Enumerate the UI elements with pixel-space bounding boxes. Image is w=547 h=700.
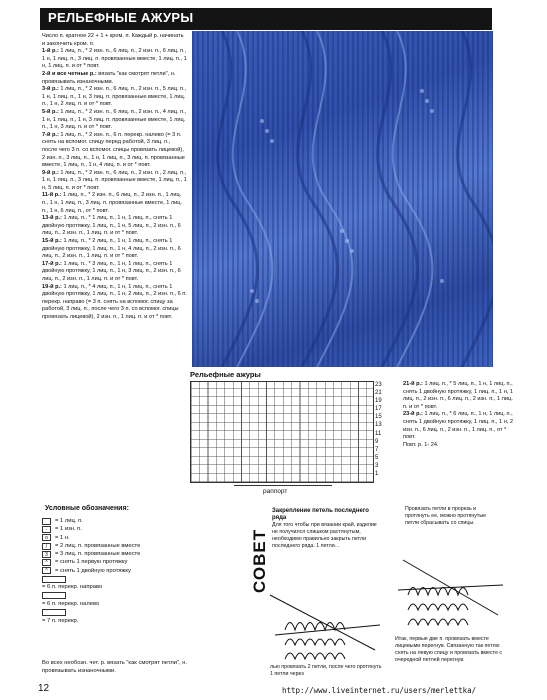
instruction-row: 23-й р.: 1 лиц. п., * 6 лиц. п., 1 н, 1 лиц. п., снять 1 двойную протяжку, 1 лиц. п., 1 н, 2 изн. п., 6 лиц. п., 2 изн. п., 1 лиц. п., от * повт. <box>403 411 513 441</box>
row-number: 9 <box>375 438 379 445</box>
stitch-symbol-icon: - <box>42 526 51 533</box>
rapport-label: раппорт <box>263 488 288 495</box>
stitch-symbol-icon: ^ <box>42 567 51 574</box>
instructions-intro: Число п. кратное 22 + 1 + кром. п. Каждый р. начинать и закончить кром. п. <box>42 33 184 47</box>
instruction-row: 2-й и все четные р.: вязать "как смотрят петли", н. провязывать изнаночными. <box>42 70 176 85</box>
knitting-needles-illustration <box>393 545 508 633</box>
instruction-row: Повт. р. 1- 24. <box>403 441 439 448</box>
instruction-row: 13-й р.: 1 лиц. п., * 1 лиц. п., 1 н, 1 лиц. п., снять 1 двойную протяжку, 1 лиц. п., 1 н, 5 лиц. п., 2 изн. п., 6 лиц. п., 2 изн. п., 1 лиц. п. и от * повт. <box>42 215 181 237</box>
row-number: 21 <box>375 390 382 397</box>
row-number: 23 <box>375 382 382 388</box>
row-number: 11 <box>375 430 382 437</box>
instruction-row: 17-й р.: 1 лиц. п., * 3 лиц. п., 1 н, 1 лиц. п., снять 1 двойную протяжку, 1 лиц. п., 1 н, 3 лиц. п., 2 изн. п., 6 лиц. п., 2 изн. п., 1 лиц. п. и от * повт. <box>42 260 181 282</box>
legend <box>42 517 212 625</box>
legend-item: = 7 п. перекр. <box>42 617 79 624</box>
legend-item: ^ = снять 1 первую протяжку <box>42 558 212 566</box>
row-number: 3 <box>375 462 379 469</box>
row-number: 13 <box>375 422 382 429</box>
legend-item: = 6 п. перекр. направо <box>42 584 103 591</box>
chart-title: Рельефные ажуры <box>190 370 261 379</box>
instructions-column <box>42 33 187 503</box>
legend-footnote: Во всех необозн. чет. р. вязать "как смотрят петли", н. провязывать изнаночными. <box>42 660 188 674</box>
chart-row-numbers <box>375 381 389 478</box>
row-number: 17 <box>375 406 382 413</box>
row-number: 5 <box>375 454 379 461</box>
knitting-sample-photo <box>192 31 493 367</box>
tip-text: Закрепление петель последнего ряда Для того чтобы при вязании край, изделие не получился слишком растянутым, необходимо правильно закрыть петли последнего ряда. 1 петли... <box>272 508 377 549</box>
tip-text-bottom: Итак, первые две п. провязать вместе лицевыми перегнув. Связанную так петлю снять на левую спицу и провязать вместе с очередной петлей перегнув. <box>395 636 503 663</box>
stitch-symbol-icon: 3 <box>42 551 51 558</box>
legend-item <box>42 575 212 583</box>
legend-title: Условные обозначения: <box>45 505 129 512</box>
instruction-row: 5-й р.: 1 лиц. п., * 2 изн. п., 6 лиц. п., 2 изн. п., 4 лиц. п., 1 н, 1 лиц. п., 1 н, 3 лиц. п. провязанные вместе, 1 лиц. п., 1 н, 3 лиц. п. и от * повт. <box>42 108 187 131</box>
stitch-symbol-icon <box>42 518 51 525</box>
instruction-row: 3-й р.: 1 лиц. п., * 2 изн. п., 6 лиц. п., 2 изн. п., 5 лиц. п., 1 н, 1 лиц. п., 1 н, 3 лиц. п. провязанные вместе, 1 лиц. п., 1 н, 2 лиц. п. и от * повт. <box>42 86 187 108</box>
tip-text-right: Провязать петли в прорезь и протянуть ее, можно протянутые петли сбрасывать со спицы. <box>405 506 487 526</box>
instruction-row: 15-й р.: 1 лиц. п., * 2 лиц. п., 1 н, 1 лиц. п., снять 1 двойную протяжку, 1 лиц. п., 1 н, 4 лиц. п., 2 изн. п., 6 лиц. п., 2 изн. п., 1 лиц. п. и от * повт. <box>42 238 181 260</box>
legend-item <box>42 608 212 616</box>
tip-title: СОВЕТ <box>250 528 269 593</box>
instruction-row: 21-й р.: 1 лиц. п., * 5 лиц. п., 1 н, 1 лиц. п., снять 1 двойную протяжку, 1 лиц. п., 1 н, 1 лиц. п., 2 изн. п., 6 лиц. п., 2 изн. п., 1 лиц. п. и от * повт. <box>403 381 513 410</box>
row-number: 19 <box>375 398 382 405</box>
source-url: http://www.liveinternet.ru/users/merlettka/ <box>282 686 477 695</box>
knitting-needles-illustration <box>265 575 385 665</box>
rapport-line <box>234 485 332 486</box>
stitch-symbol-icon: / <box>42 543 51 550</box>
stitch-symbol-icon: ^ <box>42 559 51 566</box>
row-number: 1 <box>375 471 379 478</box>
row-number: 15 <box>375 414 382 421</box>
instruction-row: 11-й р.: 1 лиц. п., * 2 изн. п., 6 лиц. п., 2 изн. п., 1 лиц. п., 1 н, 1 лиц. п., 3 лиц. п. провязанные вместе, 1 лиц. п., 1 н, 6 лиц. п., от * повт. <box>42 192 183 214</box>
cable-symbol-icon <box>42 609 66 616</box>
legend-item: 3 = 3 лиц. п. провязанные вместе <box>42 550 212 558</box>
knitting-chart-grid <box>190 381 374 483</box>
legend-item: = 6 п. перекр. налево <box>42 600 100 607</box>
legend-item: / = 2 лиц. п. провязанные вместе <box>42 542 212 550</box>
instruction-row: 19-й р.: 1 лиц. п., * 4 лиц. п., 1 н, 1 лиц. п., снять 1 двойную протяжку, 1 лиц. п., 1 н, 2 лиц. п., 2 изн. п., 6 п. перекр. направо (= 3 п. снять на вспомог. спицу за работой, 3 лиц. п., после чего 3 п. со вспомог. спицы провязать лицевой), 2 изн. п., 1 лиц. п. и от * повт. <box>42 283 187 320</box>
legend-item <box>42 592 212 600</box>
cable-symbol-icon <box>42 592 66 599</box>
legend-item: - = 1 изн. п. <box>42 525 212 533</box>
page-number: 12 <box>38 683 50 694</box>
legend-item: ^ = снять 1 двойную протяжку <box>42 567 212 575</box>
legend-item: = 1 лиц. п. <box>42 517 212 525</box>
row-number: 7 <box>375 446 379 453</box>
right-instructions <box>403 381 513 493</box>
cable-symbol-icon <box>42 576 66 583</box>
instruction-row: 1-й р.: 1 лиц. п., * 2 изн. п., 6 лиц. п., 2 изн. п., 6 лиц. п., 1 н, 1 лиц. п., 3 лиц. п. провязанные вместе, 1 лиц. п., 1 н, 1 лиц. п. и от * повт. <box>42 48 187 70</box>
tip-caption: лью провязать 2 петли, после чего протянуть 1 петли через <box>270 664 382 677</box>
instruction-row: 7-й р.: 1 лиц. п., * 2 изн. п., 6 п. перекр. налево (= 3 п. снять на вспомог. спицу перед работой, 3 лиц. п., после чего 3 п. со вспомог. спицы провязать лицевой), 2 изн. п., 3 лиц. п., 1 н, 1 лиц. п., 3 лиц. п. провязанные вместе, 1 лиц. п., 1 н, 4 лиц. п. и от * повт. <box>42 131 185 169</box>
instruction-row: 9-й р.: 1 лиц. п., * 2 изн. п., 6 лиц. п., 2 изн. п., 2 лиц. п., 1 н, 1 лиц. п., 3 лиц. п. провязанные вместе, 1 лиц. п., 1 н, 5 лиц. п. и от * повт. <box>42 169 187 191</box>
legend-item: o = 1 н. <box>42 534 212 542</box>
stitch-symbol-icon: o <box>42 534 51 541</box>
page-title: РЕЛЬЕФНЫЕ АЖУРЫ <box>48 10 194 25</box>
